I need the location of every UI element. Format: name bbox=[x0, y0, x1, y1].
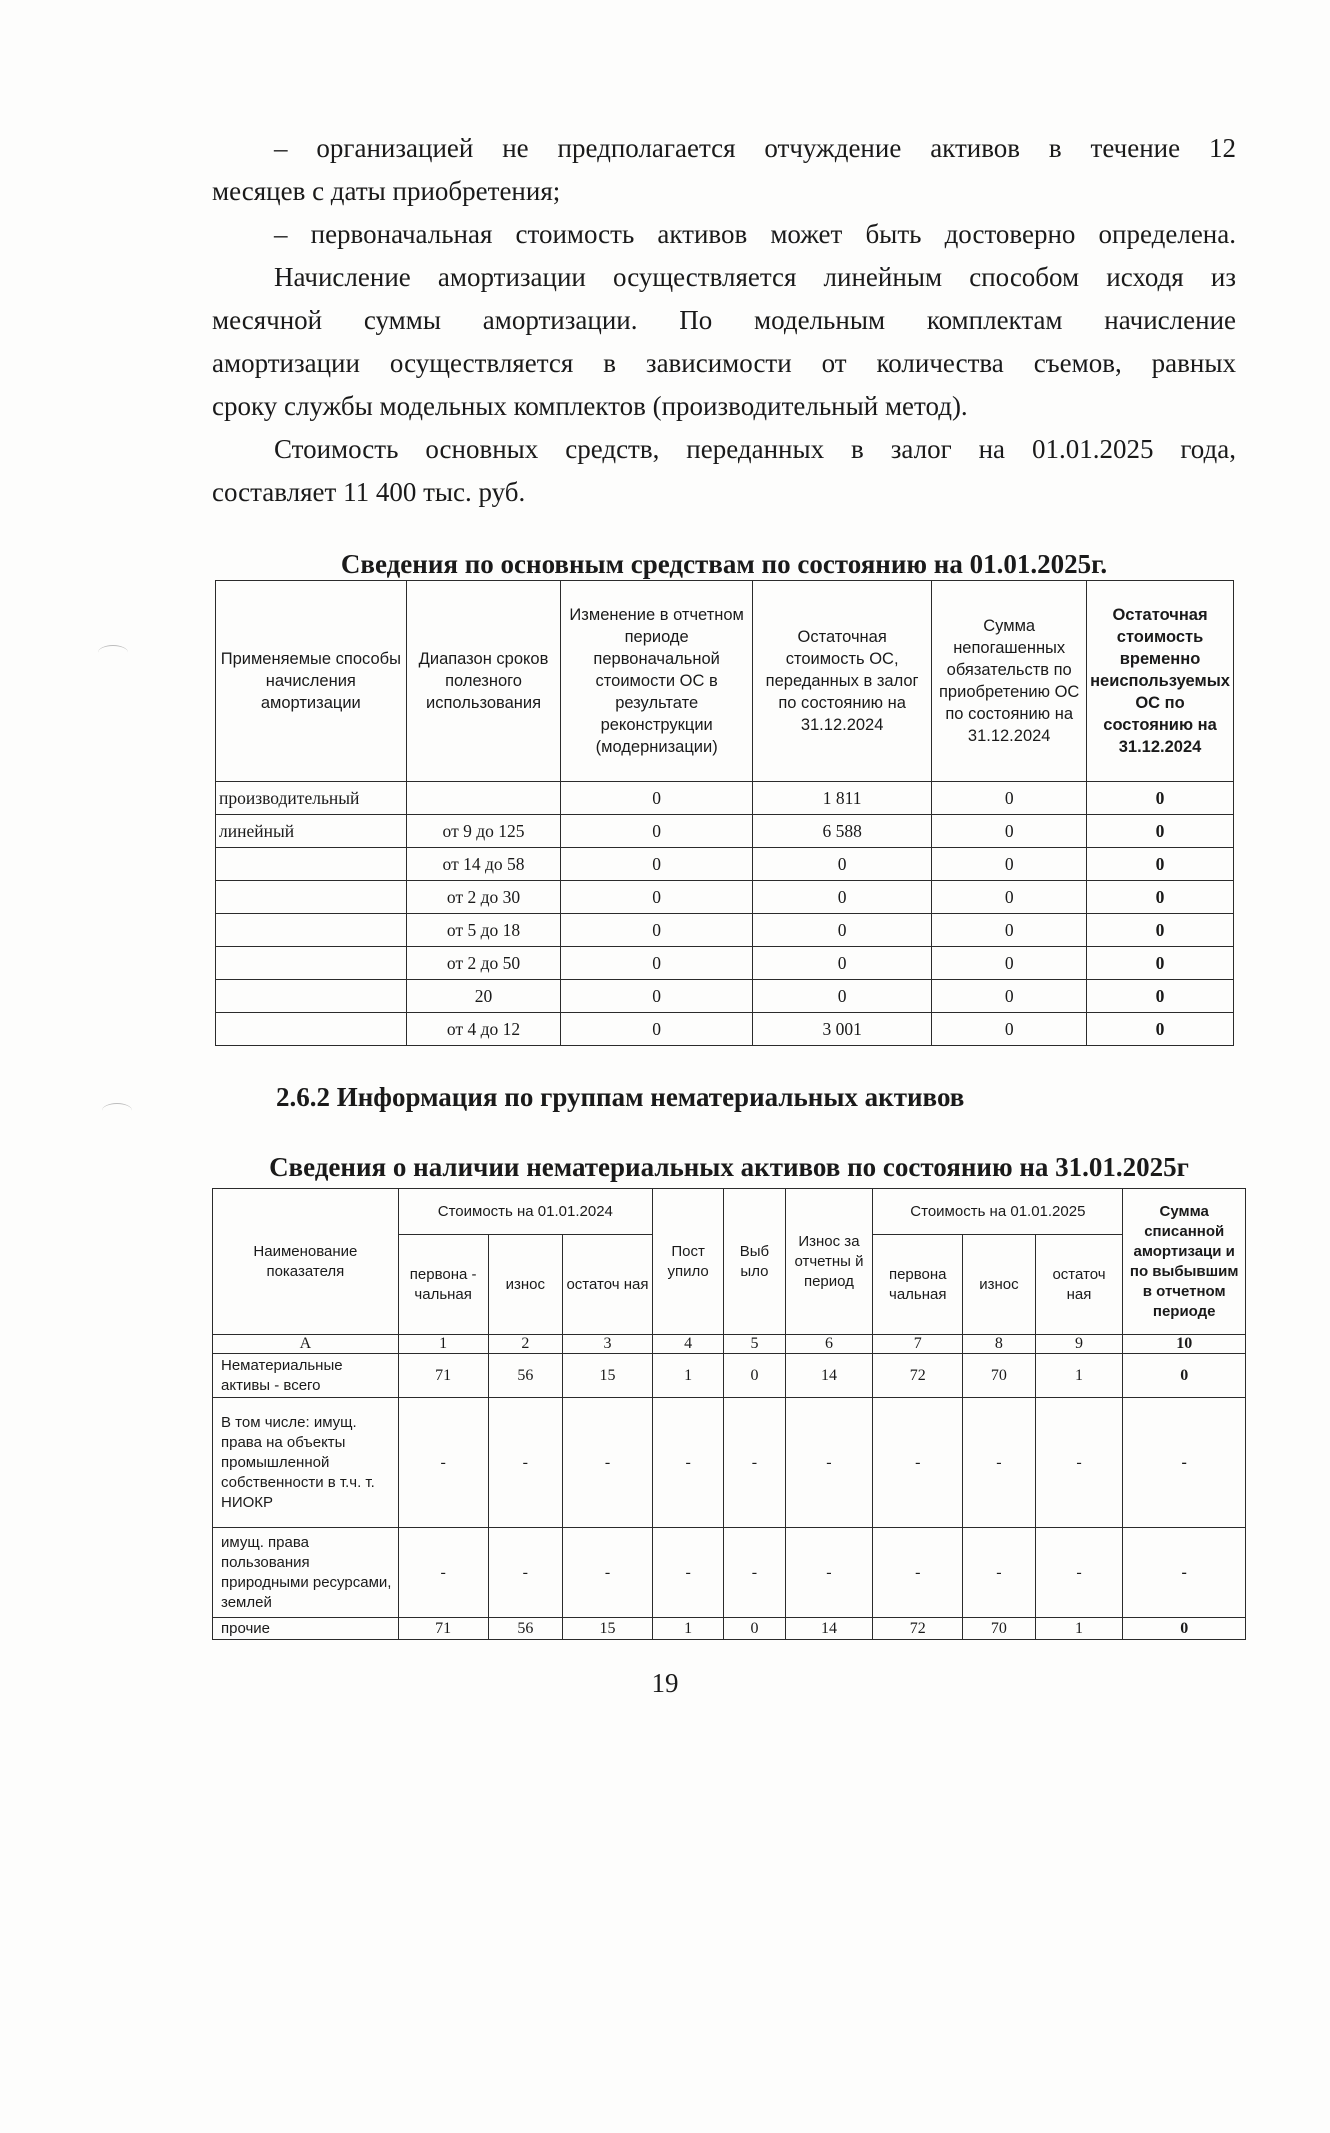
header-range: Диапазон сроков полезного использования bbox=[406, 581, 561, 782]
cell-liabilities: 0 bbox=[932, 980, 1087, 1013]
cell-liabilities: 0 bbox=[932, 782, 1087, 815]
cell-range: от 2 до 30 bbox=[406, 881, 561, 914]
header-residual-2025: остаточ ная bbox=[1035, 1235, 1123, 1335]
text-line: – организацией не предполагается отчуждение активов в течение 12 bbox=[274, 133, 1236, 163]
scan-mark bbox=[98, 645, 128, 660]
header-method: Применяемые способы начисления амортизации bbox=[216, 581, 407, 782]
cell-value: 1 bbox=[652, 1618, 723, 1640]
cell-value: - bbox=[563, 1528, 653, 1618]
cell-value: - bbox=[873, 1528, 963, 1618]
cell-name: В том числе: имущ. права на объекты промышленной собственности в т.ч. т. НИОКР bbox=[213, 1398, 399, 1528]
cell-pledged: 0 bbox=[752, 947, 931, 980]
cell-unused: 0 bbox=[1087, 1013, 1234, 1046]
cell-value: - bbox=[488, 1398, 563, 1528]
header-pledged: Остаточная стоимость ОС, переданных в залог по состоянию на 31.12.2024 bbox=[752, 581, 931, 782]
cell-range: от 9 до 125 bbox=[406, 815, 561, 848]
fixed-assets-table-title: Сведения по основным средствам по состоянию на 01.01.2025г. bbox=[340, 549, 1108, 579]
table-row bbox=[216, 947, 1234, 980]
fixed-assets-table bbox=[215, 580, 1234, 1046]
cell-change: 0 bbox=[561, 1013, 753, 1046]
cell-value: 70 bbox=[963, 1618, 1035, 1640]
cell-unused: 0 bbox=[1087, 881, 1234, 914]
cell-value: - bbox=[724, 1528, 785, 1618]
cell-value: 72 bbox=[873, 1354, 963, 1398]
cell-name: Нематериальные активы - всего bbox=[213, 1354, 399, 1398]
cell-value: 14 bbox=[785, 1354, 873, 1398]
cell-value: 15 bbox=[563, 1354, 653, 1398]
cell-unused: 0 bbox=[1087, 914, 1234, 947]
cell-value: - bbox=[724, 1398, 785, 1528]
cell-value: - bbox=[1035, 1528, 1123, 1618]
table-row bbox=[216, 914, 1234, 947]
cell-liabilities: 0 bbox=[932, 914, 1087, 947]
cell-method bbox=[216, 881, 407, 914]
table-row bbox=[216, 980, 1234, 1013]
cell-pledged: 0 bbox=[752, 914, 931, 947]
cell-value: 1 bbox=[1035, 1354, 1123, 1398]
cell-range: от 4 до 12 bbox=[406, 1013, 561, 1046]
table-row bbox=[213, 1398, 1246, 1528]
cell-value: - bbox=[873, 1398, 963, 1528]
cell-liabilities: 0 bbox=[932, 848, 1087, 881]
cell-value: 0 bbox=[1123, 1618, 1246, 1640]
page-number: 19 bbox=[651, 1668, 679, 1698]
cell-value: 71 bbox=[398, 1354, 488, 1398]
cell-value: 1 bbox=[1035, 1618, 1123, 1640]
cell-pledged: 1 811 bbox=[752, 782, 931, 815]
cell-unused: 0 bbox=[1087, 947, 1234, 980]
cell-value: - bbox=[785, 1528, 873, 1618]
header-name: Наименование показателя bbox=[213, 1189, 399, 1335]
bullet-paragraph-2 bbox=[212, 213, 1236, 256]
cell-pledged: 0 bbox=[752, 848, 931, 881]
scan-mark bbox=[102, 1103, 132, 1118]
header-cost-2024: Стоимость на 01.01.2024 bbox=[398, 1189, 652, 1235]
column-number: 2 bbox=[488, 1335, 563, 1354]
cell-unused: 0 bbox=[1087, 782, 1234, 815]
header-residual-2024: остаточ ная bbox=[563, 1235, 653, 1335]
column-number: 10 bbox=[1123, 1335, 1246, 1354]
cell-liabilities: 0 bbox=[932, 881, 1087, 914]
cell-value: 0 bbox=[724, 1618, 785, 1640]
table-row bbox=[216, 848, 1234, 881]
cell-name: имущ. права пользования природными ресурсами, землей bbox=[213, 1528, 399, 1618]
cell-method bbox=[216, 947, 407, 980]
cell-pledged: 0 bbox=[752, 881, 931, 914]
intangible-assets-table bbox=[212, 1188, 1246, 1640]
table-row bbox=[216, 881, 1234, 914]
header-wear-period: Износ за отчетны й период bbox=[785, 1189, 873, 1335]
text-line: Начисление амортизации осуществляется линейным способом исходя из bbox=[274, 262, 1236, 292]
amortization-paragraph bbox=[212, 256, 1236, 428]
header-initial-2025: первона чальная bbox=[873, 1235, 963, 1335]
intangible-table-title: Сведения о наличии нематериальных активов по состоянию на 31.01.2025г bbox=[269, 1152, 1189, 1182]
cell-unused: 0 bbox=[1087, 848, 1234, 881]
cell-range: от 14 до 58 bbox=[406, 848, 561, 881]
cell-liabilities: 0 bbox=[932, 815, 1087, 848]
cell-method bbox=[216, 914, 407, 947]
cell-value: - bbox=[1123, 1398, 1246, 1528]
header-wear-2024: износ bbox=[488, 1235, 563, 1335]
cell-value: - bbox=[398, 1398, 488, 1528]
table-row bbox=[216, 782, 1234, 815]
cell-value: 0 bbox=[724, 1354, 785, 1398]
text-line: месячной суммы амортизации. По модельным комплектам начисление bbox=[212, 305, 1236, 335]
cell-method bbox=[216, 1013, 407, 1046]
cell-change: 0 bbox=[561, 980, 753, 1013]
cell-value: - bbox=[1035, 1398, 1123, 1528]
cell-value: - bbox=[398, 1528, 488, 1618]
table-row bbox=[216, 1013, 1234, 1046]
cell-method: линейный bbox=[216, 815, 407, 848]
column-number: А bbox=[213, 1335, 399, 1354]
header-liabilities: Сумма непогашенных обязательств по приобретению ОС по состоянию на 31.12.2024 bbox=[932, 581, 1087, 782]
table-header-row bbox=[213, 1189, 1246, 1235]
cell-value: 71 bbox=[398, 1618, 488, 1640]
column-number: 8 bbox=[963, 1335, 1035, 1354]
section-heading: 2.6.2 Информация по группам нематериальных активов bbox=[276, 1082, 965, 1112]
text-line: месяцев с даты приобретения; bbox=[212, 176, 561, 206]
text-line: – первоначальная стоимость активов может быть достоверно определена. bbox=[274, 219, 1236, 249]
column-number: 1 bbox=[398, 1335, 488, 1354]
cell-change: 0 bbox=[561, 782, 753, 815]
cell-value: 56 bbox=[488, 1618, 563, 1640]
cell-method bbox=[216, 980, 407, 1013]
cell-method bbox=[216, 848, 407, 881]
cell-value: 72 bbox=[873, 1618, 963, 1640]
header-written-off: Сумма списанной амортизаци и по выбывшим в отчетном периоде bbox=[1123, 1189, 1246, 1335]
cell-range: 20 bbox=[406, 980, 561, 1013]
cell-change: 0 bbox=[561, 881, 753, 914]
cell-unused: 0 bbox=[1087, 815, 1234, 848]
table-row bbox=[216, 815, 1234, 848]
cell-value: - bbox=[963, 1398, 1035, 1528]
cell-change: 0 bbox=[561, 848, 753, 881]
bullet-paragraph-1 bbox=[212, 127, 1236, 213]
header-received: Пост упило bbox=[652, 1189, 723, 1335]
text-line: сроку службы модельных комплектов (производительный метод). bbox=[212, 391, 968, 421]
cell-value: 14 bbox=[785, 1618, 873, 1640]
table-row bbox=[213, 1618, 1246, 1640]
header-unused: Остаточная стоимость временно неиспользуемых ОС по состоянию на 31.12.2024 bbox=[1087, 581, 1234, 782]
cell-value: - bbox=[563, 1398, 653, 1528]
header-change: Изменение в отчетном периоде первоначальной стоимости ОС в результате реконструкции (модернизации) bbox=[561, 581, 753, 782]
cell-pledged: 6 588 bbox=[752, 815, 931, 848]
pledge-paragraph bbox=[212, 428, 1236, 514]
table-header-row bbox=[216, 581, 1234, 782]
cell-value: - bbox=[785, 1398, 873, 1528]
table-row bbox=[213, 1354, 1246, 1398]
cell-unused: 0 bbox=[1087, 980, 1234, 1013]
column-number: 7 bbox=[873, 1335, 963, 1354]
column-number: 9 bbox=[1035, 1335, 1123, 1354]
cell-range: от 5 до 18 bbox=[406, 914, 561, 947]
cell-name: прочие bbox=[213, 1618, 399, 1640]
cell-change: 0 bbox=[561, 947, 753, 980]
cell-value: - bbox=[963, 1528, 1035, 1618]
cell-value: - bbox=[488, 1528, 563, 1618]
cell-pledged: 3 001 bbox=[752, 1013, 931, 1046]
column-number: 6 bbox=[785, 1335, 873, 1354]
cell-change: 0 bbox=[561, 914, 753, 947]
header-cost-2025: Стоимость на 01.01.2025 bbox=[873, 1189, 1123, 1235]
text-line: амортизации осуществляется в зависимости от количества съемов, равных bbox=[212, 348, 1236, 378]
cell-liabilities: 0 bbox=[932, 947, 1087, 980]
cell-range bbox=[406, 782, 561, 815]
header-disposed: Выб ыло bbox=[724, 1189, 785, 1335]
cell-value: - bbox=[652, 1528, 723, 1618]
column-numbers-row bbox=[213, 1335, 1246, 1354]
text-line: составляет 11 400 тыс. руб. bbox=[212, 477, 526, 507]
column-number: 4 bbox=[652, 1335, 723, 1354]
text-line: Стоимость основных средств, переданных в залог на 01.01.2025 года, bbox=[274, 434, 1236, 464]
cell-liabilities: 0 bbox=[932, 1013, 1087, 1046]
cell-change: 0 bbox=[561, 815, 753, 848]
cell-value: 56 bbox=[488, 1354, 563, 1398]
cell-value: 1 bbox=[652, 1354, 723, 1398]
table-row bbox=[213, 1528, 1246, 1618]
column-number: 3 bbox=[563, 1335, 653, 1354]
header-initial-2024: первона - чальная bbox=[398, 1235, 488, 1335]
column-number: 5 bbox=[724, 1335, 785, 1354]
cell-value: 15 bbox=[563, 1618, 653, 1640]
cell-range: от 2 до 50 bbox=[406, 947, 561, 980]
cell-pledged: 0 bbox=[752, 980, 931, 1013]
cell-value: - bbox=[652, 1398, 723, 1528]
cell-value: 70 bbox=[963, 1354, 1035, 1398]
cell-value: - bbox=[1123, 1528, 1246, 1618]
cell-method: производительный bbox=[216, 782, 407, 815]
cell-value: 0 bbox=[1123, 1354, 1246, 1398]
header-wear-2025: износ bbox=[963, 1235, 1035, 1335]
